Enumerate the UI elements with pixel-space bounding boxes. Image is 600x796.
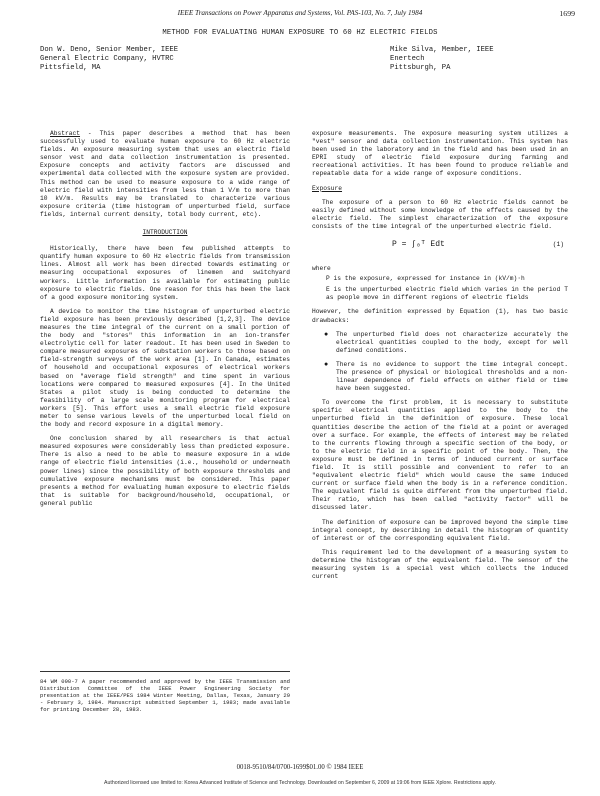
license-notice: Authorized licensed use limited to: Korea Advanced Institute of Science and Technology. Downloaded on September 6, 2009 at 19:06 from IEEE Xplore. Restrictions apply. xyxy=(104,780,496,786)
equation-number: (1) xyxy=(552,241,564,249)
paragraph: A device to monitor the time histogram of unperturbed electric field exposure has been previously described [1,2,3]. The device measures the time integral of the current on a small portion of the body and "stores" this information in an ion-transfer electrolytic cell for later readout. It has been used in Sweden to compare measured exposures of substation workers to those based on field-strength surveys of the work area [1]. In Canada, estimates of household and occupational exposures of electrical workers based on "average field strength" and time spent in various locations were compared to measured exposures [4]. In the United States a pilot study is being conducted to determine the feasibility of a large scale monitoring program for electrical workers [5]. This effort uses a small electric field exposure meter to sense various levels of the unperturbed local field on the body and record exposure in a digital memory. xyxy=(40,307,290,429)
list-item-text: The unperturbed field does not characterize accurately the electrical quantities coupled to the body, except for well defined conditions. xyxy=(336,330,568,354)
list-item xyxy=(324,360,568,393)
footnote: 84 WM 090-7 A paper recommended and approved by the IEEE Transmission and Distribution Committee of the IEEE Power Engineering Society for presentation at the IEEE/PES 1984 Winter Meeting, Dallas, Texas, January 29 - February 3, 1984. Manuscript submitted September 1, 1983; made available for printing December 28, 1983. xyxy=(40,671,290,713)
abstract xyxy=(40,130,290,219)
author-affiliation: General Electric Company, HVTRC xyxy=(40,55,174,63)
author-affiliation: Enertech xyxy=(390,55,425,63)
equation-1 xyxy=(312,237,568,257)
paragraph: This requirement led to the development of a measuring system to determine the histogram of the equivalent field. The sensor of the measuring system is a special vest which collects the induced current xyxy=(312,548,568,581)
author-location: Pittsburgh, PA xyxy=(390,64,451,72)
bullet-icon: ● xyxy=(324,330,329,339)
paragraph: However, the definition expressed by Equation (1), has two basic drawbacks: xyxy=(312,308,568,324)
author-block-left xyxy=(40,46,240,73)
author-block-right xyxy=(390,46,590,73)
paragraph: exposure measurements. The exposure measuring system utilizes a "vest" sensor and data collection instrumentation. This system has been used in the laboratory and in the field and has been used in an EPRI study of electric field exposure during farming and recreational activities. It has been found to produce reliable and repeatable data for a wide range of exposure conditions. xyxy=(312,130,568,178)
abstract-label: Abstract xyxy=(50,130,81,137)
page-number: 1699 xyxy=(559,9,575,18)
definition-list xyxy=(326,275,568,302)
bullet-icon: ● xyxy=(324,360,329,369)
running-header xyxy=(0,9,600,21)
paragraph: The definition of exposure can be improved beyond the simple time integral concept, by describing in detail the histogram of quantity of interest or of the corresponding equivalent field. xyxy=(312,518,568,542)
author-name: Mike Silva, Member, IEEE xyxy=(390,46,494,54)
paragraph: One conclusion shared by all researchers is that actual measured exposures were considerably less than predicted exposure. There is also a need to be able to measure exposure in a wide range of electric field intensities (i.e., household or underneath power lines) since the possibility of both exposure thresholds and cumulative exposure mechanisms must be considered. This paper presents a method for evaluating human exposure to electric fields that is suitable for background/household, occupational, or general public xyxy=(40,435,290,507)
definition-item: P is the exposure, expressed for instance in (kV/m)·h xyxy=(326,275,525,283)
where-label: where xyxy=(312,265,331,273)
copyright-line: 0018-9510/84/0700-1699$01.00 © 1984 IEEE xyxy=(236,764,364,771)
list-item xyxy=(324,330,568,355)
author-location: Pittsfield, MA xyxy=(40,64,101,72)
paper-title: METHOD FOR EVALUATING HUMAN EXPOSURE TO 60 HZ ELECTRIC FIELDS xyxy=(162,29,438,37)
paragraph: Historically, there have been few published attempts to quantify human exposure to 60 Hz electric fields from transmission lines. Almost all work has been directed towards estimating or measuring occupational exposures of linemen and switchyard workers. Little information is available for estimating public exposure to electric fields. One reason for this has been the lack of a good exposure monitoring system. xyxy=(40,245,290,301)
list-item-text: There is no evidence to support the time integral concept. The presence of physical or biological thresholds and a non-linear dependence of field effects on either field or time have been suggested. xyxy=(336,360,568,393)
paragraph: To overcome the first problem, it is necessary to substitute specific electrical quantities applied to the body to the unperturbed field in the definition of exposure. These local quantities describe the action of the field at a point or averaged over a surface. For example, the effects of interest may be related to the currents flowing through a specific section of the body, or to the electric field in a specific point of the body. Then, the exposure must be defined in terms of induced current or surface field. It is still possible and convenient to refer to an "equivalent electric field" which would cause the same induced current or surface field when the body is in a reference condition. The equivalent field is quite different from the unperturbed field. Their ratio, which has been called "activity factor" will be discussed later. xyxy=(312,399,568,512)
journal-citation: IEEE Transactions on Power Apparatus and Systems, Vol. PAS-103, No. 7, July 1984 xyxy=(177,9,423,17)
paragraph: The exposure of a person to 60 Hz electric fields cannot be easily defined without some knowledge of the effects caused by the electric field. The simplest characterization of the exposure consists of the time integral of the unperturbed electric field. xyxy=(312,198,568,230)
section-heading-exposure: Exposure xyxy=(312,184,343,192)
equation-expression: P = ∫₀ᵀ Edt xyxy=(392,240,445,250)
left-column xyxy=(40,130,290,514)
right-column xyxy=(312,130,568,587)
abstract-text: - This paper describes a method that has been successfully used to evaluate human exposure to 60 Hz electric fields. An exposure measuring system that uses an electric field sensor vest and data collection instrumentation is presented. Exposure concepts and activity factors are discussed and experimental data collected with the exposure system are provided. This method can be used to measure exposure to a wide range of electric field with intensities from less than 1 V/m to more than 10 kV/m. Results may be translated to characterize various exposure criteria (time histogram of unperturbed field, surface fields, internal current density, total body current, etc). xyxy=(40,130,290,218)
author-name: Don W. Deno, Senior Member, IEEE xyxy=(40,46,179,54)
drawback-list xyxy=(312,331,568,394)
section-heading-introduction: INTRODUCTION xyxy=(142,229,188,237)
definition-item: E is the unperturbed electric field which varies in the period T as people move in different regions of electric fields xyxy=(326,286,568,302)
